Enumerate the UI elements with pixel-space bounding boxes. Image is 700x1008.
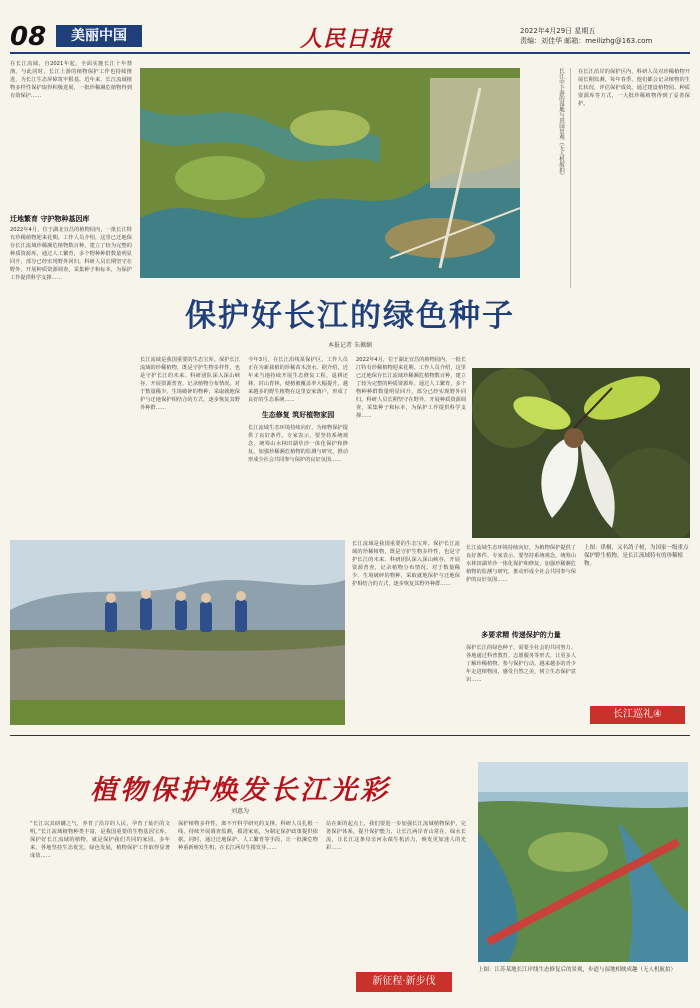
article-col-2: 长江流域是我国重要的生态宝库。保护长江流域的珍稀植物，既是守护生物多样性，也是守护长江的未来。科研团队深入深山峡谷，开展资源普查，记录植物分布情况。对于数量稀少、生境破碎的物种，采取就地保护与迁地保护相结合的方式，逐步恢复其野外种群…… xyxy=(140,357,240,411)
feature-title: 保护好长江的绿色种子 xyxy=(185,298,515,334)
article-col-3b: 长江流域生态环境持续向好，为植物保护提供了良好条件。专家表示，要坚持系统观念，统筹山水林田湖草沙一体化保护和修复，加强珍稀濒危植物的监测与研究，推动形成全社会共同参与保护的良好氛围…… xyxy=(248,425,348,463)
column-separator xyxy=(570,68,571,288)
right-col-text: 在长江沿岸的保护区内，科研人员对珍稀植物开展长期监测。每年春季，他们都会记录植物的生长状况，评估保护成效。通过建设植物园、种质资源库等方式，一大批珍稀植物得到了妥善保护。 xyxy=(578,69,690,107)
flower-caption: 上图：珙桐，又名鸽子树，为国家一级重点保护野生植物，是长江流域特有的珍稀植物。 xyxy=(584,545,689,567)
feature-byline: 本报记者 朱佩娴 xyxy=(328,342,372,349)
walkway-photo-image xyxy=(478,762,688,962)
essay-byline: 刘惠为 xyxy=(230,808,249,815)
issue-date: 2022年4月29日 星期五 xyxy=(520,27,596,35)
page-number: 08 xyxy=(10,22,47,52)
lead-text: 在长江流域，自2021年起，全面实施长江十年禁渔。与此同时，长江上游的植物保护工作也持续推进，为长江生态屏障筑牢根基。近年来，长江流域植物多样性保护取得积极进展，一批珍稀濒危植物得到有效保护…… xyxy=(10,61,132,99)
article-col-3a: 今年3月，在长江沿线某保护区，工作人员正在为新栽植的珍稀苗木浇水。据介绍，近年来当地持续开展生态修复工程，退耕还林、封山育林，使植被覆盖率大幅提升。越来越多的野生植物在这里安家落户，形成了良好的生态系统…… xyxy=(248,357,348,403)
walkway-photo-caption: 上图：江苏某地长江岸线生态修复后的景观，步道与湿地相映成趣（无人机航拍） xyxy=(478,967,677,973)
top-photo-caption: 长江中下游的湿地与田园景观（无人机航拍） xyxy=(558,68,564,178)
patrol-team-photo xyxy=(10,540,345,725)
essay-col-2: 保护植物多样性，离不开科学研究的支撑。科研人员扎根一线，持续开展调查监测，摸清家底，为制定保护政策提供依据。同时，通过迁地保护、人工繁育等手段，让一批濒危物种重新焕发生机，在长江两岸生根发芽…… xyxy=(178,821,318,851)
patrol-photo-image xyxy=(10,540,345,725)
subhead-1: 迁地繁育 守护物种基因库 xyxy=(10,215,90,223)
article-col-4: 2022年4月，位于湖北宜昌的植物园内，一批长江特有珍稀植物迎来花期。工作人员介绍，这里已迁地保存长江流域珍稀濒危植物数百种，建立了较为完整的种质资源库。通过人工繁育，多个物种种群数量明显回升，部分已经实现野外回归。科研人员长期坚守在野外，开展种质资源调查，采集种子和标本，为保护工作提供科学支撑…… xyxy=(356,357,466,419)
section-label: 美丽中国 xyxy=(56,25,142,47)
essay-tag: 新征程·新步伐 xyxy=(356,972,452,992)
flower-photo-image xyxy=(472,368,690,538)
article-col-1: 2022年4月，位于湖北宜昌的植物园内，一批长江特有珍稀植物迎来花期。工作人员介绍，这里已迁地保存长江流域珍稀濒危植物数百种，建立了较为完整的种质资源库。通过人工繁育，多个物种种群数量明显回升，部分已经实现野外回归。科研人员长期坚守在野外，开展种质资源调查，采集种子和标本，为保护工作提供科学支撑…… xyxy=(10,227,132,281)
newspaper-logo: 人民日报 xyxy=(300,26,393,52)
header-meta xyxy=(520,26,695,46)
wetland-photo-image xyxy=(140,68,520,278)
essay-col-1: “长江以其磅礴之气，养育了沿岸的人民，孕育了灿烂的文明。”长江流域植物种类丰富，是我国重要的生物基因宝库。保护好长江流域的植物，就是保护我们共同的家园。多年来，各地坚持生态优先、绿色发展，植物保护工作取得显著成效…… xyxy=(30,821,170,859)
wetland-aerial-photo xyxy=(140,68,520,278)
header-rule xyxy=(10,52,690,54)
dove-tree-flower-photo xyxy=(472,368,690,538)
article-col-5: 长江流域是我国重要的生态宝库。保护长江流域的珍稀植物，既是守护生物多样性，也是守护长江的未来。科研团队深入深山峡谷，开展资源普查，记录植物分布情况。对于数量稀少、生境破碎的物种，采取就地保护与迁地保护相结合的方式，逐步恢复其野外种群…… xyxy=(352,541,460,587)
article-col-6b: 保护长江的绿色种子，需要全社会的共同努力。各地通过科普教育、志愿服务等形式，让更多人了解珍稀植物、参与保护行动。越来越多的青少年走进植物园，感受自然之美，树立生态保护意识…… xyxy=(466,645,576,683)
essay-col-3: 站在新的起点上，我们要进一步加强长江流域植物保护，完善保护体系，提升保护能力，让长江两岸青山常在、绿水长流，让长江这条母亲河永葆生机活力，焕发更加迷人的光彩…… xyxy=(326,821,466,851)
article-col-6a: 长江流域生态环境持续向好，为植物保护提供了良好条件。专家表示，要坚持系统观念，统筹山水林田湖草沙一体化保护和修复，加强珍稀濒危植物的监测与研究，推动形成全社会共同参与保护的良好氛围…… xyxy=(466,545,576,583)
subhead-3: 多要求精 传递保护的力量 xyxy=(481,631,561,639)
series-tag: 长江巡礼④ xyxy=(590,706,685,724)
editor-info: 责编：刘佳华 邮箱：meilizhg@163.com xyxy=(520,37,653,45)
section-rule xyxy=(10,735,690,736)
subhead-2: 生态修复 筑好植物家园 xyxy=(261,411,335,419)
riverside-walkway-photo xyxy=(478,762,688,962)
essay-title: 植物保护焕发长江光彩 xyxy=(90,775,390,806)
